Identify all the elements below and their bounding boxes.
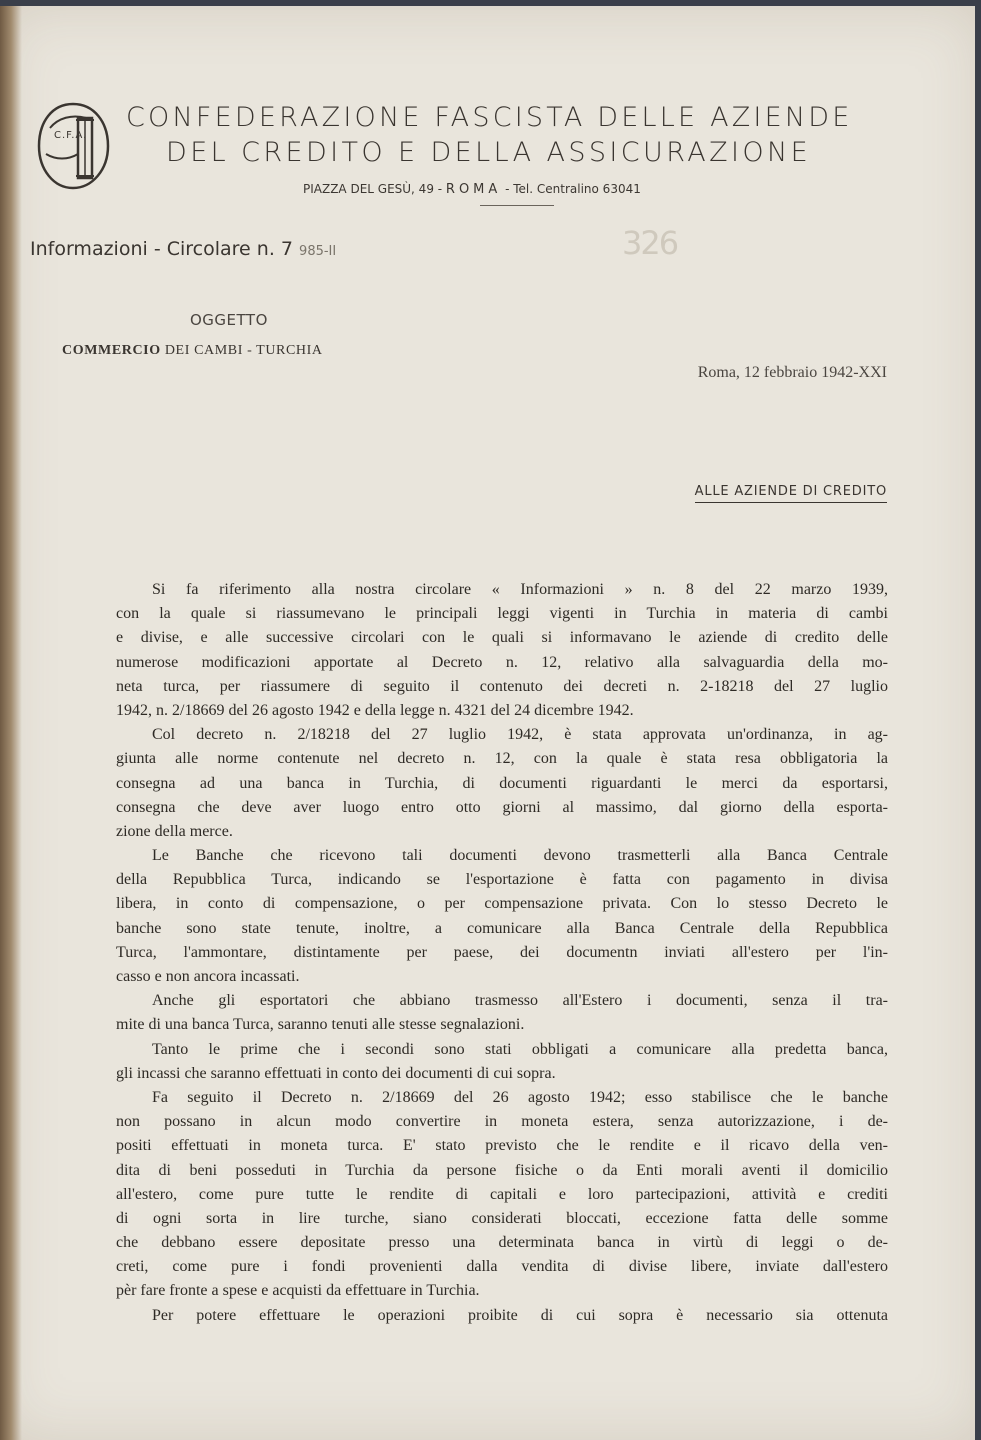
logo-lettering: C.F.A. — [54, 130, 88, 141]
body-line: mite di una banca Turca, saranno tenuti alle stesse segnalazioni. — [116, 1016, 525, 1034]
body-line: libera, in conto di compensazione, o per compensazione privata. Con lo stesso Decreto le — [116, 895, 888, 913]
body-line: e divise, e alle successive circolari con le quali si informavano le aziende di credito delle — [116, 629, 888, 647]
body-line: Le Banche che ricevono tali documenti devono trasmetterli alla Banca Centrale — [152, 847, 888, 865]
address-underline — [480, 205, 554, 206]
body-line: Fa seguito il Decreto n. 2/18669 del 26 agosto 1942; esso stabilisce che le banche — [152, 1088, 888, 1106]
body-line: di ogni sorta in lire turche, siano considerati bloccati, eccezione fatta delle somme — [116, 1209, 888, 1227]
body-line: Turca, l'ammontare, distintamente per paese, dei documentn inviati all'estero per l'in- — [116, 943, 888, 961]
page-binding-edge — [0, 6, 22, 1440]
subject-rest: DEI CAMBI - TURCHIA — [164, 343, 323, 358]
body-line: non possano in alcun modo convertire in moneta estera, senza autorizzazione, i de- — [116, 1113, 888, 1131]
subject-label: OGGETTO — [190, 311, 268, 329]
body-line: banche sono state tenute, inoltre, a comunicare alla Banca Centrale della Repubblica — [116, 919, 888, 937]
page-right-edge — [975, 6, 981, 1440]
address-phone: - Tel. Centralino 63041 — [501, 182, 641, 196]
body-line: Per potere effettuare le operazioni proibite di cui sopra è necessario sia ottenuta — [152, 1306, 888, 1324]
subject-bold-part: COMMERCIO — [62, 343, 161, 358]
body-line: giunta alle norme contenute nel decreto n. 12, con la quale è stata resa obbligatoria la — [116, 750, 888, 768]
body-line: Tanto le prime che i secondi sono stati obbligati a comunicare alla predetta banca, — [152, 1040, 888, 1058]
document-page — [0, 6, 981, 1440]
body-line: dita di beni posseduti in Turchia da persone fisiche o da Enti morali aventi il domicilio — [116, 1161, 888, 1179]
letter-body — [116, 578, 888, 1328]
subject-text — [62, 343, 323, 359]
letterhead-line-2: DEL CREDITO E DELLA ASSICURAZIONE — [166, 137, 812, 168]
confederation-logo — [36, 100, 110, 192]
body-line: 1942, n. 2/18669 del 26 agosto 1942 e della legge n. 4321 del 24 dicembre 1942. — [116, 701, 634, 719]
body-line: zione della merce. — [116, 822, 233, 840]
address-city: ROMA — [445, 182, 502, 197]
circular-heading — [30, 238, 336, 260]
circular-label: Informazioni - Circolare n. 7 — [30, 238, 293, 260]
body-line: all'estero, come pure tutte le rendite di capitali e loro partecipazioni, attività e crediti — [116, 1185, 888, 1203]
address-street: PIAZZA DEL GESÙ, 49 - — [303, 182, 446, 196]
body-line: che debbano essere depositate presso una determinata banca in virtù di leggi o de- — [116, 1234, 888, 1252]
body-line: positi effettuati in moneta turca. E' stato previsto che le rendite e il ricavo della ven- — [116, 1137, 888, 1155]
letter-date: Roma, 12 febbraio 1942-XXI — [697, 364, 887, 381]
body-line: Anche gli esportatori che abbiano trasmesso all'Estero i documenti, senza il tra- — [152, 992, 888, 1010]
body-line: pèr fare fronte a spese e acquisti da effettuare in Turchia. — [116, 1282, 480, 1300]
circular-code: 985-II — [299, 244, 337, 259]
body-line: Si fa riferimento alla nostra circolare « Informazioni » n. 8 del 22 marzo 1939, — [152, 581, 888, 598]
body-line: consegna ad una banca in Turchia, di documenti riguardanti le merci da esportarsi, — [116, 774, 888, 792]
recipient: ALLE AZIENDE DI CREDITO — [695, 484, 887, 503]
body-line: gli incassi che saranno effettuati in conto dei documenti di cui sopra. — [116, 1064, 556, 1082]
body-line: creti, come pure i fondi provenienti dalla vendita di divise libere, inviate dall'estero — [116, 1258, 888, 1276]
letterhead-line-1: CONFEDERAZIONE FASCISTA DELLE AZIENDE — [126, 102, 853, 133]
body-line: con la quale si riassumevano le principali leggi vigenti in Turchia in materia di cambi — [116, 605, 888, 623]
body-line: Col decreto n. 2/18218 del 27 luglio 1942, è stata approvata un'ordinanza, in ag- — [152, 726, 888, 744]
body-line: neta turca, per riassumere di seguito il contenuto dei decreti n. 2-18218 del 27 luglio — [116, 677, 888, 695]
body-line: numerose modificazioni apportate al Decreto n. 12, relativo alla salvaguardia della mo- — [116, 653, 888, 671]
body-line: della Repubblica Turca, indicando se l'esportazione è fatta con pagamento in divisa — [116, 871, 888, 889]
body-line: consegna che deve aver luogo entro otto giorni al massimo, dal giorno della esporta- — [116, 798, 888, 816]
letterhead-address — [303, 182, 641, 197]
body-line: casso e non ancora incassati. — [116, 968, 300, 985]
handwritten-number: 326 — [622, 224, 678, 262]
